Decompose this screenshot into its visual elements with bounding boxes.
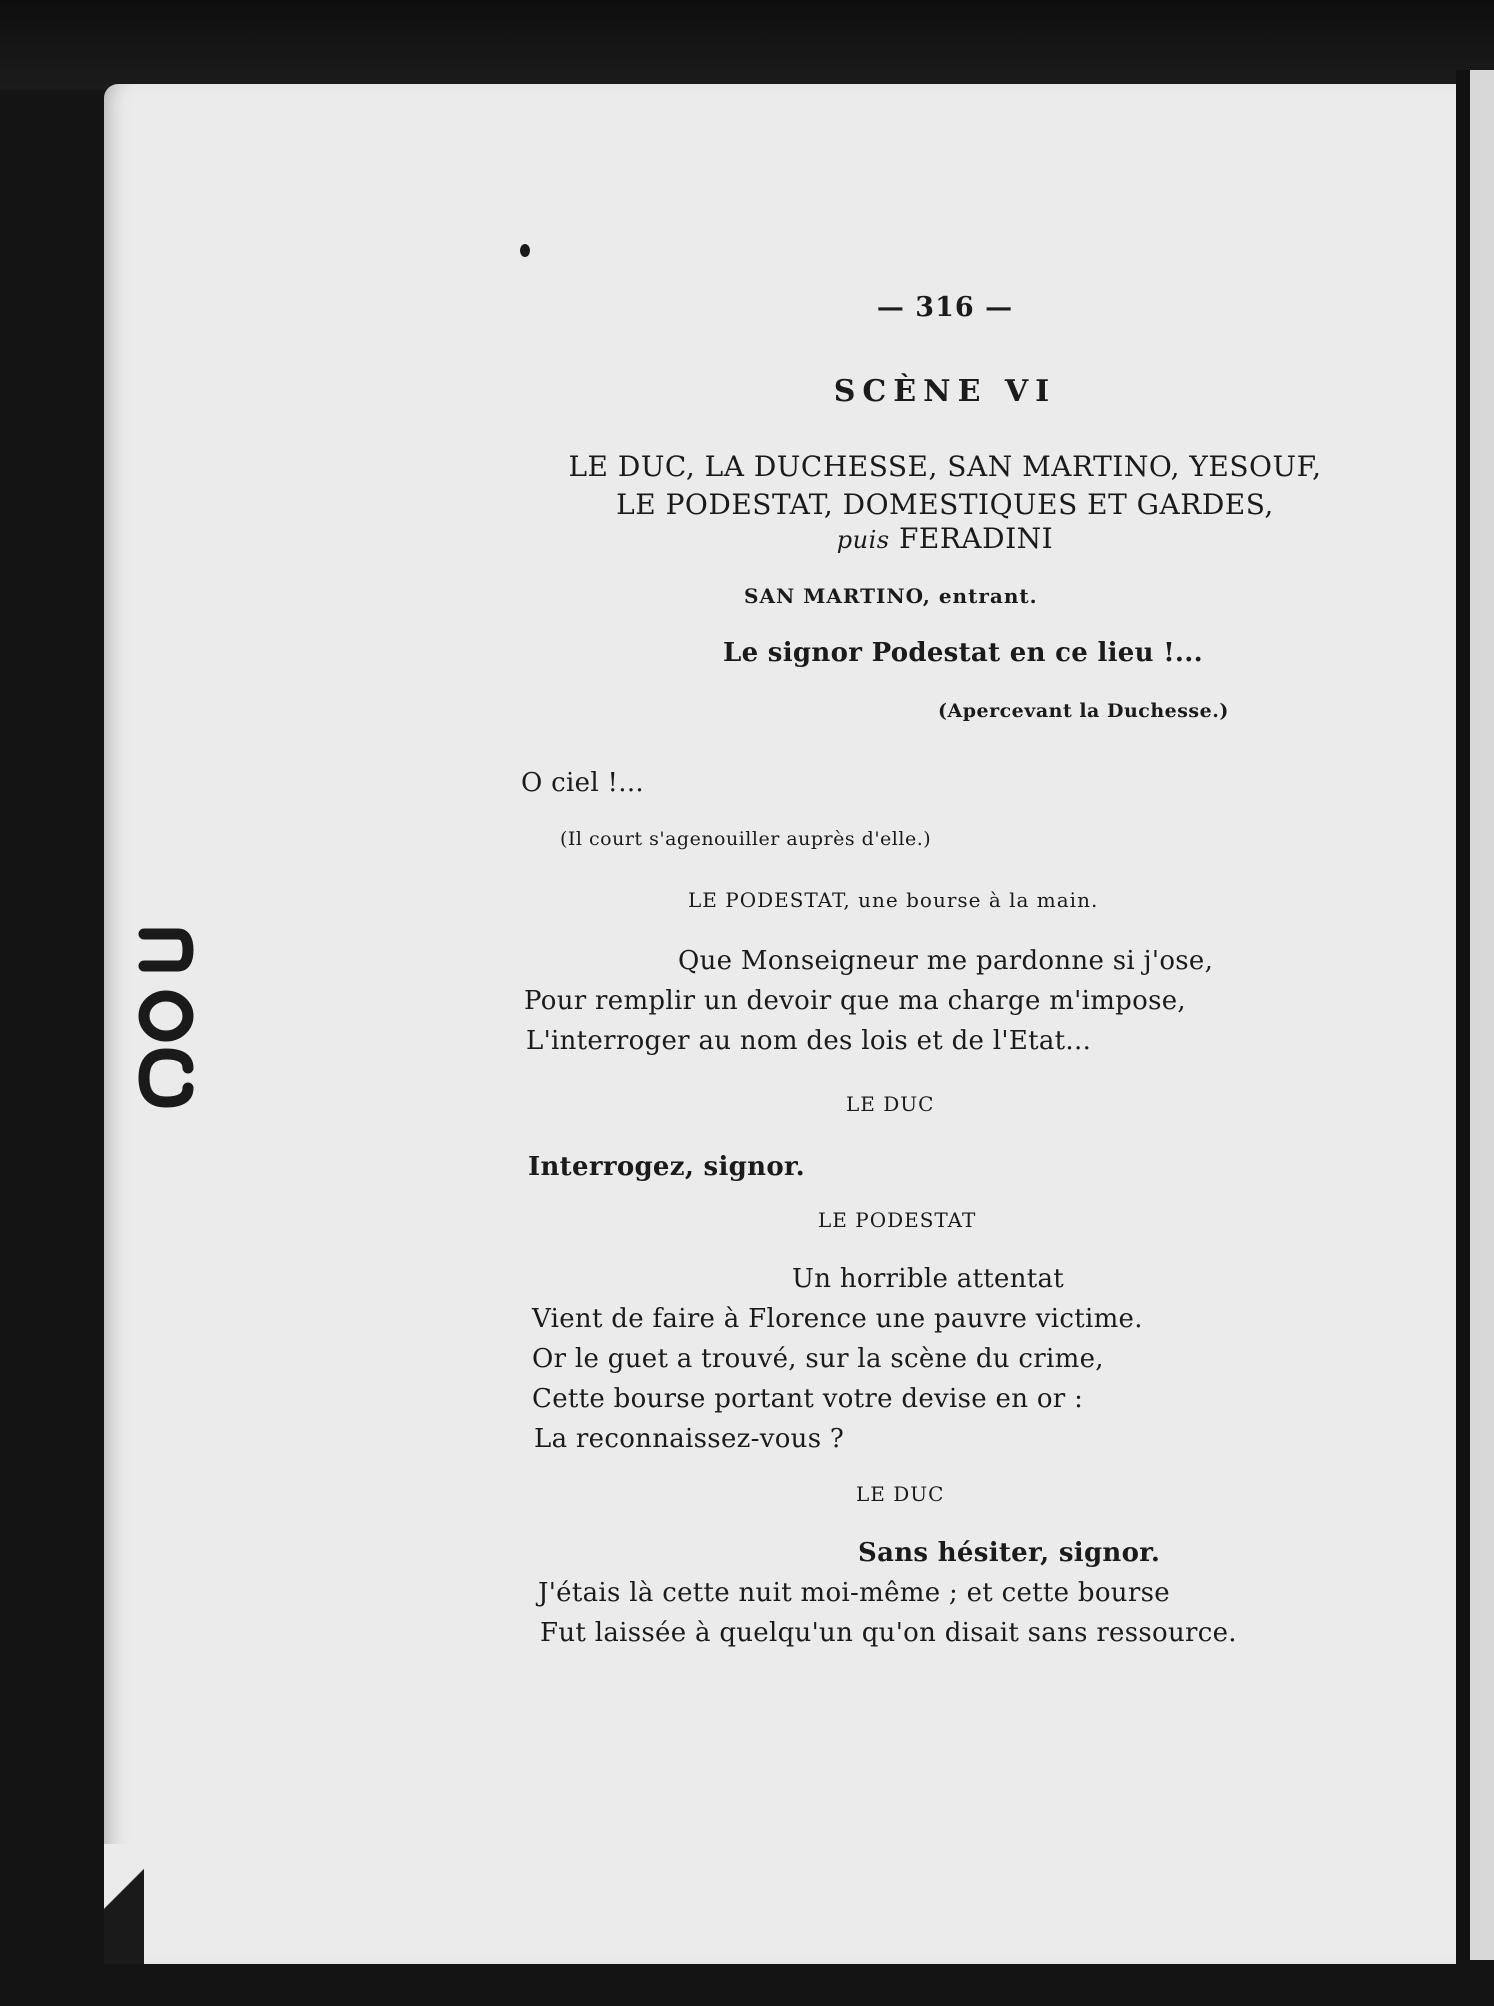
verse-line: La reconnaissez-vous ? <box>534 1424 845 1454</box>
character-list-line-1: LE DUC, LA DUCHESSE, SAN MARTINO, YESOUF, <box>568 450 1322 483</box>
character-list-line-2: LE PODESTAT, DOMESTIQUES ET GARDES, <box>616 488 1274 521</box>
verse-line: Or le guet a trouvé, sur la scène du crime, <box>532 1344 1104 1374</box>
verse-line: Que Monseigneur me pardonne si j'ose, <box>678 946 1214 976</box>
page-bullet-mark <box>520 244 530 257</box>
verse-line: Vient de faire à Florence une pauvre victime. <box>532 1304 1143 1334</box>
speaker-le-podestat: LE PODESTAT <box>818 1208 977 1232</box>
verse-line: Interrogez, signor. <box>528 1152 805 1182</box>
verse-line: Un horrible attentat <box>792 1264 1065 1294</box>
facing-page-edge <box>1456 70 1494 1960</box>
verse-line: Pour remplir un devoir que ma charge m'impose, <box>524 986 1186 1016</box>
verse-line: L'interroger au nom des lois et de l'Etat... <box>526 1026 1092 1056</box>
speaker-san-martino: SAN MARTINO, entrant. <box>744 584 1038 608</box>
feradini-label: FERADINI <box>898 522 1054 555</box>
library-stamp <box>130 920 200 1120</box>
stage-direction: (Il court s'agenouiller auprès d'elle.) <box>560 828 932 850</box>
character-list-line-3 <box>410 522 1480 555</box>
page-number: — 316 — <box>876 292 1014 323</box>
speaker-le-duc: LE DUC <box>846 1092 935 1116</box>
speaker-le-podestat: LE PODESTAT, une bourse à la main. <box>688 888 1099 912</box>
verse-line: Le signor Podestat en ce lieu !... <box>723 638 1203 668</box>
stage-direction: (Apercevant la Duchesse.) <box>938 700 1229 722</box>
verse-line: Cette bourse portant votre devise en or : <box>532 1384 1084 1414</box>
scan-background-top <box>0 0 1494 90</box>
verse-line: O ciel !... <box>521 768 644 798</box>
scene-title: SCÈNE VI <box>833 374 1057 409</box>
verse-line: Sans hésiter, signor. <box>858 1538 1161 1568</box>
puis-label: puis <box>836 526 890 554</box>
book-page <box>104 84 1456 1964</box>
library-stamp-mark <box>130 920 200 1120</box>
verse-line: J'étais là cette nuit moi-même ; et cette bourse <box>538 1578 1170 1608</box>
speaker-le-duc: LE DUC <box>856 1482 945 1506</box>
verse-line: Fut laissée à quelqu'un qu'on disait sans ressource. <box>540 1618 1237 1648</box>
